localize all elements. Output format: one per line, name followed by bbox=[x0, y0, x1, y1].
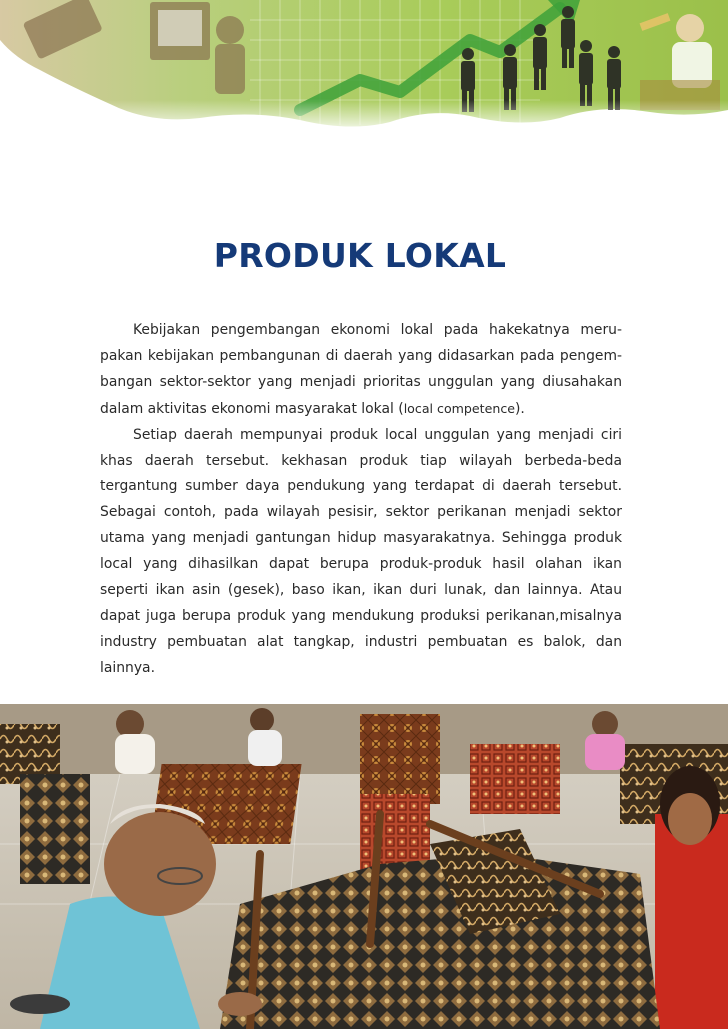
page-title-text: PRODUK LOKAL bbox=[213, 236, 507, 275]
paragraph-1 bbox=[100, 318, 622, 423]
header-banner-illustration bbox=[0, 0, 728, 135]
paragraph-2: Setiap daerah mempunyai produk local unggulan yang menjadi ciri khas daerah tersebut. kekhasan produk tiap wilayah berbeda-beda tergantung sumber daya pendukung yang terdapat di daerah tersebut. Sebagai contoh, pada wilayah pesisir, sektor perikanan menjadi sektor utama yang menjadi gantungan hidup masyarakatnya. Sehingga produk local yang dihasilkan dapat berupa produk-produk hasil olahan ikan seperti ikan asin (gesek), baso ikan, ikan duri lunak, dan lainnya. Atau dapat juga berupa produk yang mendukung produksi perikanan,misalnya industry pembuatan alat tangkap, industri pembuatan es balok, dan lainnya. bbox=[100, 426, 622, 676]
page-title bbox=[0, 236, 728, 275]
batik-workshop-photo bbox=[0, 704, 728, 1029]
article-body bbox=[100, 318, 622, 682]
batik-workshop-illustration bbox=[0, 704, 728, 1029]
header-banner bbox=[0, 0, 728, 135]
paragraph-1-end: ). bbox=[515, 400, 525, 417]
paragraph-1-note: local competence bbox=[403, 400, 516, 416]
paragraph-1-text: Kebijakan pengembangan ekonomi lokal pada hakekatnya merupakan kebijakan pembangunan di daerah yang didasarkan pada pengembangan sektor-sektor yang menjadi prioritas unggulan yang diusahakan dalam aktivitas ekonomi masyarakat lokal ( bbox=[100, 322, 622, 417]
